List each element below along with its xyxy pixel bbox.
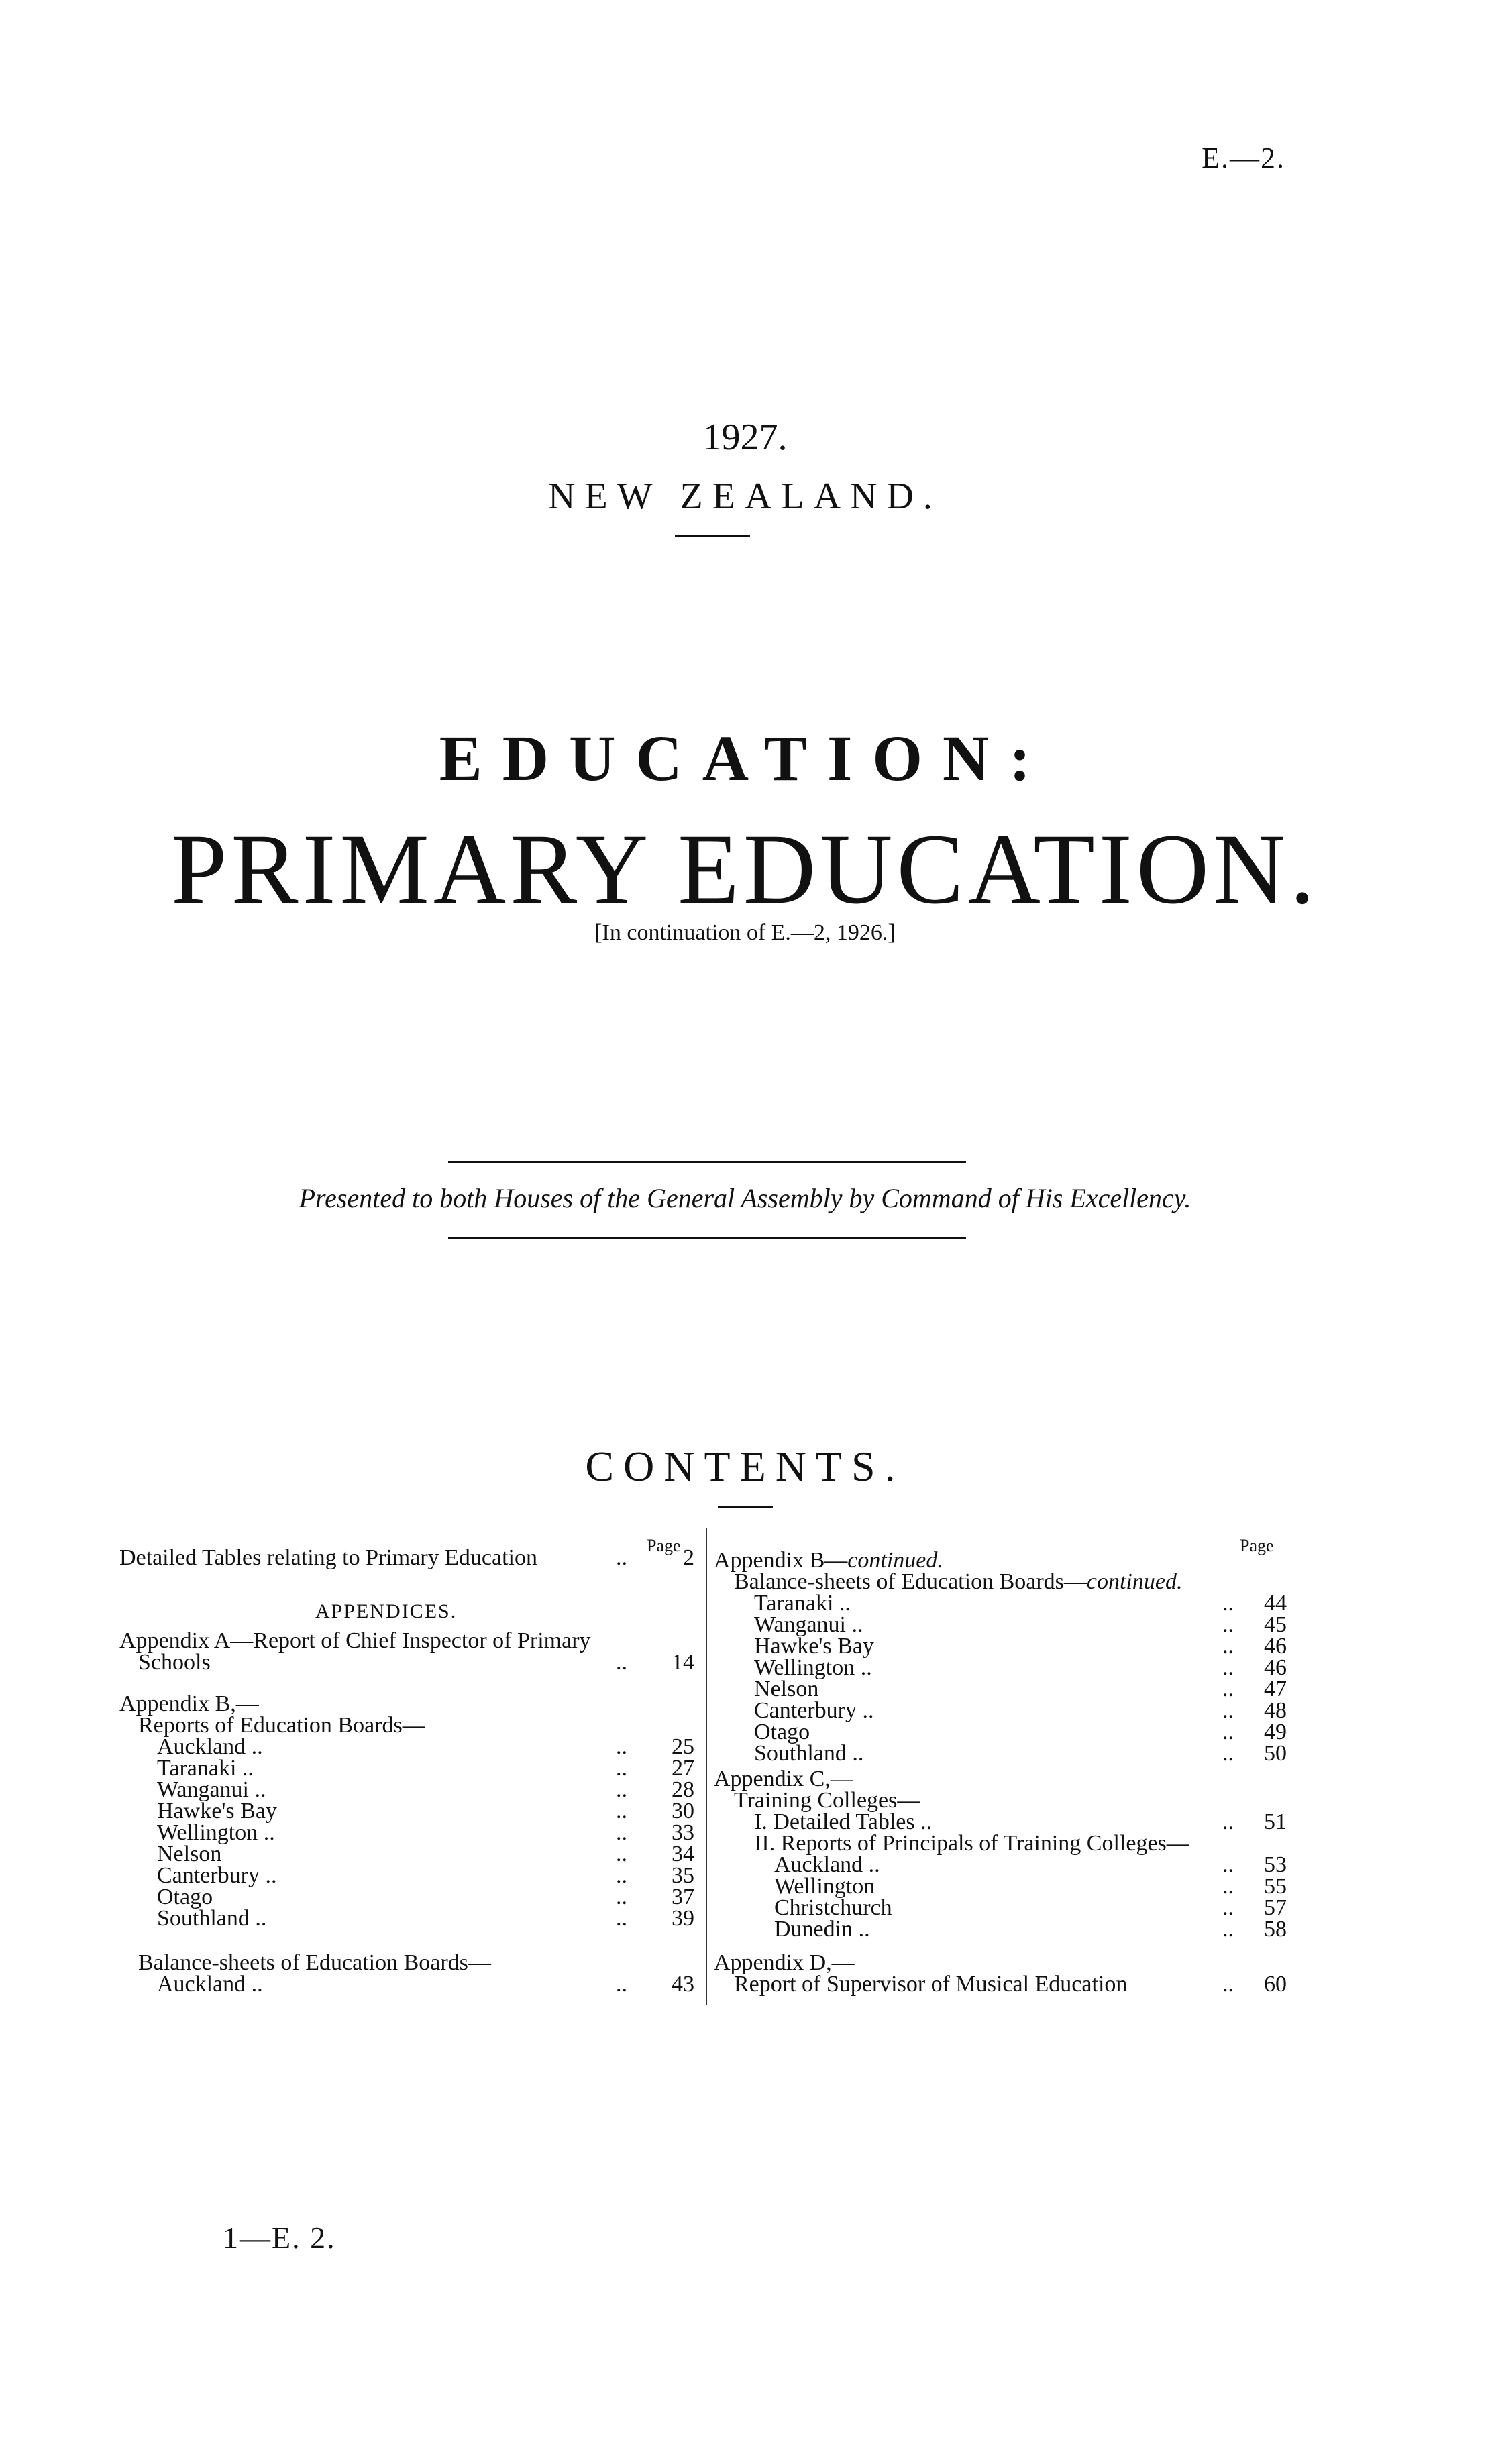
year: 1927. [702, 416, 788, 458]
toc-entry-text: I. Detailed Tables .. [754, 1809, 933, 1834]
leader-dots: .. [616, 1650, 627, 1675]
leader-dots: .. [616, 1885, 627, 1909]
toc-entry-text: Wellington .. [157, 1820, 275, 1845]
page-column-header: Page [1240, 1536, 1274, 1555]
document-reference: E.—2. [1202, 142, 1285, 174]
leader-dots: .. [1222, 1677, 1234, 1701]
toc-entry-text: Appendix D,— [714, 1950, 855, 1975]
divider [718, 1506, 773, 1508]
toc-page-number: 37 [672, 1885, 694, 1909]
leader-dots: .. [1222, 1698, 1234, 1723]
toc-entry-text: Nelson [754, 1677, 819, 1701]
toc-entry-text: Wanganui .. [754, 1612, 863, 1637]
leader-dots: .. [1222, 1809, 1234, 1834]
page-signature: 1—E. 2. [223, 2221, 336, 2255]
toc-entry-text: Taranaki .. [754, 1591, 851, 1616]
toc-entry-text: Hawke's Bay [157, 1799, 277, 1824]
leader-dots: .. [1222, 1895, 1234, 1920]
toc-entry-text: Balance-sheets of Education Boards—continued. [734, 1569, 1183, 1594]
toc-page-number: 58 [1264, 1917, 1287, 1942]
toc-entry-text: Report of Supervisor of Musical Education [734, 1972, 1128, 1997]
toc-entry-text: Christchurch [774, 1895, 892, 1920]
toc-entry-text: Taranaki .. [157, 1756, 254, 1781]
continuation-note: [In continuation of E.—2, 1926.] [594, 920, 896, 945]
main-title: EDUCATION: [439, 722, 1051, 794]
toc-entry-text: Auckland .. [157, 1734, 263, 1759]
toc-entry-text: Southland .. [157, 1906, 267, 1931]
leader-dots: .. [1222, 1634, 1234, 1659]
toc-entry-text: Canterbury .. [157, 1863, 277, 1888]
leader-dots: .. [1222, 1917, 1234, 1942]
leader-dots: .. [1222, 1972, 1234, 1997]
toc-page-number: 30 [672, 1799, 694, 1824]
toc-page-number: 60 [1264, 1972, 1287, 1997]
toc-page-number: 39 [672, 1906, 694, 1931]
toc-entry-text: Appendix B,— [119, 1691, 259, 1716]
leader-dots: .. [1222, 1874, 1234, 1899]
toc-entry-text: APPENDICES. [315, 1600, 458, 1622]
toc-page-number: 55 [1264, 1874, 1287, 1899]
toc-entry-text: Nelson [157, 1842, 222, 1866]
toc-page-number: 44 [1264, 1591, 1287, 1616]
toc-entry-text: Hawke's Bay [754, 1634, 874, 1659]
leader-dots: .. [616, 1799, 627, 1824]
toc-page-number: 53 [1264, 1852, 1287, 1877]
divider [448, 1237, 966, 1239]
leader-dots: .. [1222, 1741, 1234, 1766]
toc-entry-text: Balance-sheets of Education Boards— [138, 1950, 491, 1975]
subtitle: PRIMARY EDUCATION. [171, 814, 1319, 925]
column-divider [706, 1528, 707, 2005]
toc-page-number: 48 [1264, 1698, 1287, 1723]
toc-entry-text: Schools [138, 1650, 211, 1675]
toc-entry-text: Appendix A—Report of Chief Inspector of Primary [119, 1628, 591, 1653]
leader-dots: .. [616, 1972, 627, 1997]
country: NEW ZEALAND. [548, 475, 942, 517]
toc-entry-text: Canterbury .. [754, 1698, 874, 1723]
toc-page-number: 27 [672, 1756, 694, 1781]
leader-dots: .. [616, 1734, 627, 1759]
toc-entry-text: Wellington .. [754, 1655, 872, 1680]
page-column-header: Page [647, 1536, 681, 1555]
toc-page-number: 46 [1264, 1655, 1287, 1680]
toc-page-number: 46 [1264, 1634, 1287, 1659]
toc-entry-text: Training Colleges— [734, 1788, 920, 1813]
contents-heading: CONTENTS. [585, 1443, 905, 1490]
leader-dots: .. [616, 1777, 627, 1802]
toc-entry-text: Appendix C,— [714, 1767, 853, 1791]
toc-page-number: 43 [672, 1972, 694, 1997]
toc-page-number: 47 [1264, 1677, 1287, 1701]
toc-entry-text: Detailed Tables relating to Primary Education [119, 1545, 537, 1570]
divider [448, 1161, 966, 1163]
toc-entry-text: Appendix B—continued. [714, 1548, 943, 1573]
toc-entry-text: Reports of Education Boards— [138, 1713, 425, 1738]
toc-entry-text: Wanganui .. [157, 1777, 266, 1802]
leader-dots: .. [1222, 1591, 1234, 1616]
toc-page-number: 33 [672, 1820, 694, 1845]
toc-entry-text: Wellington [774, 1874, 875, 1899]
toc-entry-text: II. Reports of Principals of Training Colleges— [754, 1831, 1189, 1856]
toc-page-number: 57 [1264, 1895, 1287, 1920]
toc-entry-text: Auckland .. [774, 1852, 880, 1877]
toc-page-number: 45 [1264, 1612, 1287, 1637]
toc-entry-text: Dunedin .. [774, 1917, 870, 1942]
toc-entry-text: Auckland .. [157, 1972, 263, 1997]
toc-entry-text: Southland .. [754, 1741, 864, 1766]
leader-dots: .. [616, 1842, 627, 1866]
toc-page-number: 49 [1264, 1720, 1287, 1744]
toc-page-number: 25 [672, 1734, 694, 1759]
toc-page-number: 2 [683, 1545, 694, 1570]
presented-line: Presented to both Houses of the General Assembly by Command of His Excellency. [299, 1183, 1191, 1213]
toc-page-number: 51 [1264, 1809, 1287, 1834]
divider [675, 535, 750, 537]
leader-dots: .. [616, 1863, 627, 1888]
leader-dots: .. [1222, 1655, 1234, 1680]
toc-page-number: 50 [1264, 1741, 1287, 1766]
toc-page-number: 35 [672, 1863, 694, 1888]
leader-dots: .. [1222, 1852, 1234, 1877]
leader-dots: .. [616, 1545, 627, 1570]
leader-dots: .. [1222, 1720, 1234, 1744]
leader-dots: .. [616, 1906, 627, 1931]
toc-entry-text: Otago [754, 1720, 810, 1744]
leader-dots: .. [616, 1820, 627, 1845]
toc-entry-text: Otago [157, 1885, 213, 1909]
leader-dots: .. [616, 1756, 627, 1781]
toc-page-number: 28 [672, 1777, 694, 1802]
toc-page-number: 34 [672, 1842, 694, 1866]
toc-page-number: 14 [672, 1650, 694, 1675]
leader-dots: .. [1222, 1612, 1234, 1637]
